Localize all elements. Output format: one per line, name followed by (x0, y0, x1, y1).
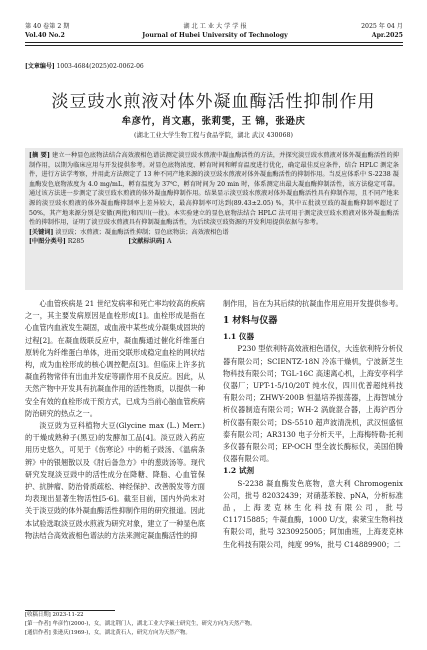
left-column (25, 298, 205, 542)
intro-paragraph-1: 心血管疾病是 21 世纪发病率和死亡率均较高的疾病之一，其主要发病原因是血栓形成[1]。血栓形成是指在心血管内血液发生凝固，或血液中某些成分凝集成固块的过程[2]。在凝血级联反应中，凝血酶通过催化纤维蛋白原转化为纤维蛋白单体，进而交联形成稳定血栓的网状结构，成为血栓形成的核心调控靶点[3]。但临床上许多抗凝血药物常伴有出血并发症等副作用不良反应。因此，从天然产物中开发具有抗凝血作用的活性物质，以提供一种安全有效的血栓形成干预方式，已成为当前心脑血管疾病防治研究的热点之一。 (25, 299, 205, 418)
author-list: 牟彦竹，肖文惠，张莉雯，王 锦，张逊庆 (121, 116, 306, 127)
paper-title: 淡豆豉水煎液对体外凝血酶活性抑制作用 (51, 92, 376, 112)
journal-name-cn: 湖 北 工 业 大 学 学 报 (183, 23, 247, 30)
header-rule-thin (25, 45, 403, 46)
article-id-label: [文章编号] (25, 63, 55, 70)
author-affiliation: (湖北工业大学生物工程与食品学院，湖北 武汉 430068) (134, 132, 293, 139)
abstract-label: [摘 要] (29, 152, 50, 159)
footnote-corresponding: [通信作者] 张逊庆(1969-)，女，湖北黄石人，研究方向为天然产物。 (25, 630, 191, 636)
keywords-label: [关键词] (29, 228, 54, 236)
instruments-paragraph: P230 型依利特高效液相色谱仪，大连依利特分析仪器有限公司；SCIENTZ-18N 冷冻干燥机，宁波新芝生物科技有限公司；TGL-16C 高速离心机，上海安亭科学仪器厂；UPT-1-5/10/20T 纯水仪，四川优普超纯科技有限公司；ZHWY-200B 恒温培养振荡器，上海智城分析仪器制造有限公司；WH-2 涡旋混合器，上海沪西分析仪器有限公司；DS-5510 超声波清洗机，武汉恒盛恒泰有限公司；AR3130 电子分析天平，上海梅特勒-托利多仪器有限公司；EP-OCH 型全波长酶标仪，美国伯腾仪器有限公司。 (223, 344, 403, 464)
classification-row (29, 237, 399, 247)
journal-issue-cn: 第 40 卷第 2 期 (25, 23, 70, 30)
continued-paragraph: 制作用，旨在为其后续的抗凝血作用应用开发提供参考。 (223, 299, 403, 308)
subsection-reagents: 1.2 试剂 (223, 466, 255, 476)
clc-label: [中图分类号] (29, 238, 66, 246)
journal-volume-en: Vol.40 No.2 (25, 32, 65, 39)
reagents-paragraph: S-2238 凝血酶发色底物，意大利 Chromogenix 公司，批号 82032439；对硝基苯胺、pNA，分析标准品，上海麦克林生化科技有限公司，批号 C11715885；牛凝血酶，1000 U/支，索莱宝生物科技有限公司，批号 3230925005；阿加曲班，上海麦克林生化科技有限公司，纯度 99%，批号 C14889900；二 (223, 478, 403, 549)
journal-name-en: Journal of Hubei University of Technology (142, 32, 288, 39)
footnote-received: [收稿日期] 2023-11-22 (25, 612, 84, 618)
keywords-text: 淡豆豉；水煎液；凝血酶活性抑制；显色底物法；高效液相色谱 (55, 228, 229, 236)
intro-paragraph-2: 淡豆豉为豆科植物大豆(Glycine max (L.) Merr.)的干燥成熟种子(黑豆)的发酵加工品[4]。淡豆豉入药应用历史悠久，可见于《伤寒论》中的栀子豉汤、《温病条辨》中的银翘散以及《肘后备急方》中的葱豉汤等。现代研究发现淡豆豉中的活性成分在降糖、降脂、心血管保护、抗肿瘤、防治骨质疏松、神经保护、改善脱发等方面均表现出显著生物活性[5-6]。截至目前，国内外尚未对关于淡豆豉的体外凝血酶活性抑制作用的研究报道。因此本试验选取淡豆豉水煎液为研究对象，建立了一种显色底物法结合高效液相色谱法的方法来测定凝血酶活性的抑 (25, 421, 205, 540)
section-title-materials: 1 材料与仪器 (223, 316, 278, 327)
article-id-value: 1003-4684(2025)02-0062-06 (56, 63, 144, 70)
abstract-text: 建立一种显色底物法结合高效液相色谱法测定淡豆豉水煎液中凝血酶活性的方法，并探究淡豆豉水煎液对体外凝血酶活性的抑制作用，以期为临床应用与开发提供参考。对显色底物浓度、孵育时间和孵育温度进行优化，确定最佳反应条件，结合 HPLC 测定条件，进行方法学考察，并用此方法测定了 13 种不同产地来源的淡豆豉水煎液对体外凝血酶活性的抑制作用。当反应体系中 S-2238 凝血酶发色底物浓度为 4.0 mg/mL，孵育温度为 37℃，孵育时间为 20 min 时，体系测定出最大凝血酶抑制活性，该方法稳定可靠。通过该方法进一步测定了淡豆豉水煎液的体外凝血酶抑制作用。结果显示淡豆豉水煎液对体外凝血酶活性具有抑制作用，且不同产地来源的淡豆豉水煎液的体外凝血酶抑制率上差异较大，最高抑制率可达到(89.43±2.05) %，其中五批淡豆豉的凝血酶抑制率超过了 50%，其产地来源分别是安徽(两批)和四川(一批)。本实验建立的显色底物法结合 HPLC 法可用于测定淡豆豉水煎液对体外凝血酶活性的抑制作用，证明了淡豆豉水煎液具有抑制凝血酶活性，为后续淡豆豉资源的开发利用提供依据与参考。 (29, 152, 399, 227)
footnote-first-author: [第一作者] 牟彦竹(2000-)，女，湖北荆门人，湖北工业大学硕士研究生，研究方向为天然产物。 (25, 621, 256, 627)
publication-date-en: Apr.2025 (371, 32, 403, 39)
header-rule-thick (25, 42, 403, 43)
article-id (25, 63, 144, 71)
keywords (29, 228, 399, 238)
right-column (223, 298, 403, 551)
doc-code-label: [文献标识码] (128, 238, 165, 246)
abstract (29, 151, 399, 228)
subsection-instruments: 1.1 仪器 (223, 332, 255, 342)
abstract-box (25, 148, 403, 290)
publication-date-cn: 2025 年 04 月 (361, 23, 403, 30)
clc-value: R285 (67, 238, 85, 246)
doc-code-value: A (166, 238, 172, 246)
